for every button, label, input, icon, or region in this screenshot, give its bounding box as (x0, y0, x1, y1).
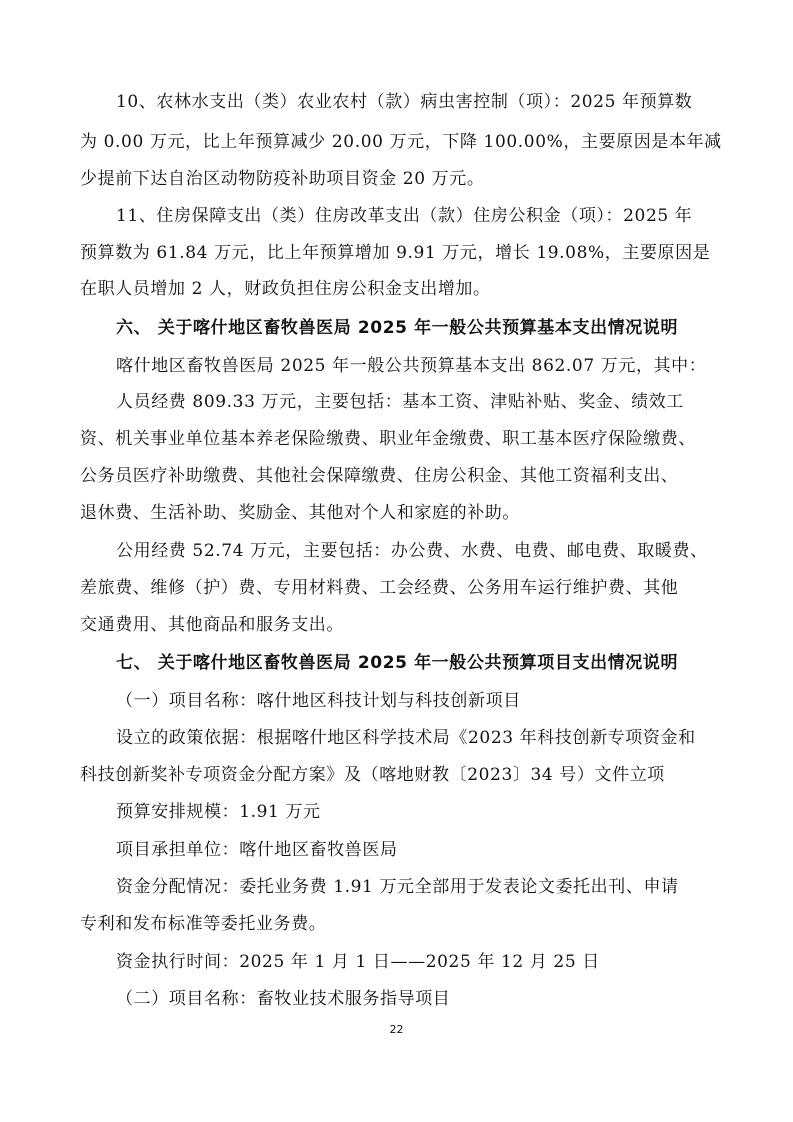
paragraph-line: 预算数为 61.84 万元，比上年预算增加 9.91 万元，增长 19.08%，主要原因是 (80, 243, 711, 263)
paragraph-line: 专利和发布标准等委托业务费。 (80, 914, 327, 934)
paragraph-line: 10、农林水支出（类）农业农村（款）病虫害控制（项）：2025 年预算数 (116, 92, 693, 112)
paragraph-line: 公务员医疗补助缴费、其他社会保障缴费、住房公积金、其他工资福利支出、 (80, 466, 679, 486)
paragraph-line: 少提前下达自治区动物防疫补助项目资金 20 万元。 (80, 169, 485, 189)
paragraph-line: 人员经费 809.33 万元，主要包括：基本工资、津贴补贴、奖金、绩效工 (116, 392, 684, 412)
project-heading: （二）项目名称：畜牧业技术服务指导项目 (116, 989, 451, 1009)
paragraph-line: 为 0.00 万元，比上年预算减少 20.00 万元，下降 100.00%，主要原因是本年减 (80, 132, 722, 152)
paragraph-line: 资、机关事业单位基本养老保险缴费、职业年金缴费、职工基本医疗保险缴费、 (80, 429, 696, 449)
page-number: 22 (389, 1023, 404, 1036)
paragraph-line: 退休费、生活补助、奖励金、其他对个人和家庭的补助。 (80, 503, 520, 523)
paragraph-line: 差旅费、维修（护）费、专用材料费、工会经费、公务用车运行维护费、其他 (80, 578, 679, 598)
paragraph-line: 在职人员增加 2 人，财政负担住房公积金支出增加。 (80, 279, 491, 299)
paragraph-line: 喀什地区畜牧兽医局 2025 年一般公共预算基本支出 862.07 万元，其中： (116, 356, 707, 376)
section-heading: 七、 关于喀什地区畜牧兽医局 2025 年一般公共预算项目支出情况说明 (116, 653, 679, 673)
paragraph-line: 资金执行时间：2025 年 1 月 1 日——2025 年 12 月 25 日 (116, 952, 600, 972)
paragraph-line: 交通费用、其他商品和服务支出。 (80, 615, 344, 635)
paragraph-line: 资金分配情况：委托业务费 1.91 万元全部用于发表论文委托出刊、申请 (116, 877, 679, 897)
paragraph-line: 科技创新奖补专项资金分配方案》及（喀地财教〔2023〕34 号）文件立项 (80, 765, 665, 785)
paragraph-line: 公用经费 52.74 万元，主要包括：办公费、水费、电费、邮电费、取暖费、 (116, 541, 708, 561)
paragraph-line: 项目承担单位：喀什地区畜牧兽医局 (116, 840, 398, 860)
section-heading: 六、 关于喀什地区畜牧兽医局 2025 年一般公共预算基本支出情况说明 (116, 318, 679, 338)
project-heading: （一）项目名称：喀什地区科技计划与科技创新项目 (116, 691, 521, 711)
paragraph-line: 11、住房保障支出（类）住房改革支出（款）住房公积金（项）：2025 年 (116, 206, 693, 226)
paragraph-line: 预算安排规模：1.91 万元 (116, 802, 321, 822)
paragraph-line: 设立的政策依据：根据喀什地区科学技术局《2023 年科技创新专项资金和 (116, 728, 696, 748)
